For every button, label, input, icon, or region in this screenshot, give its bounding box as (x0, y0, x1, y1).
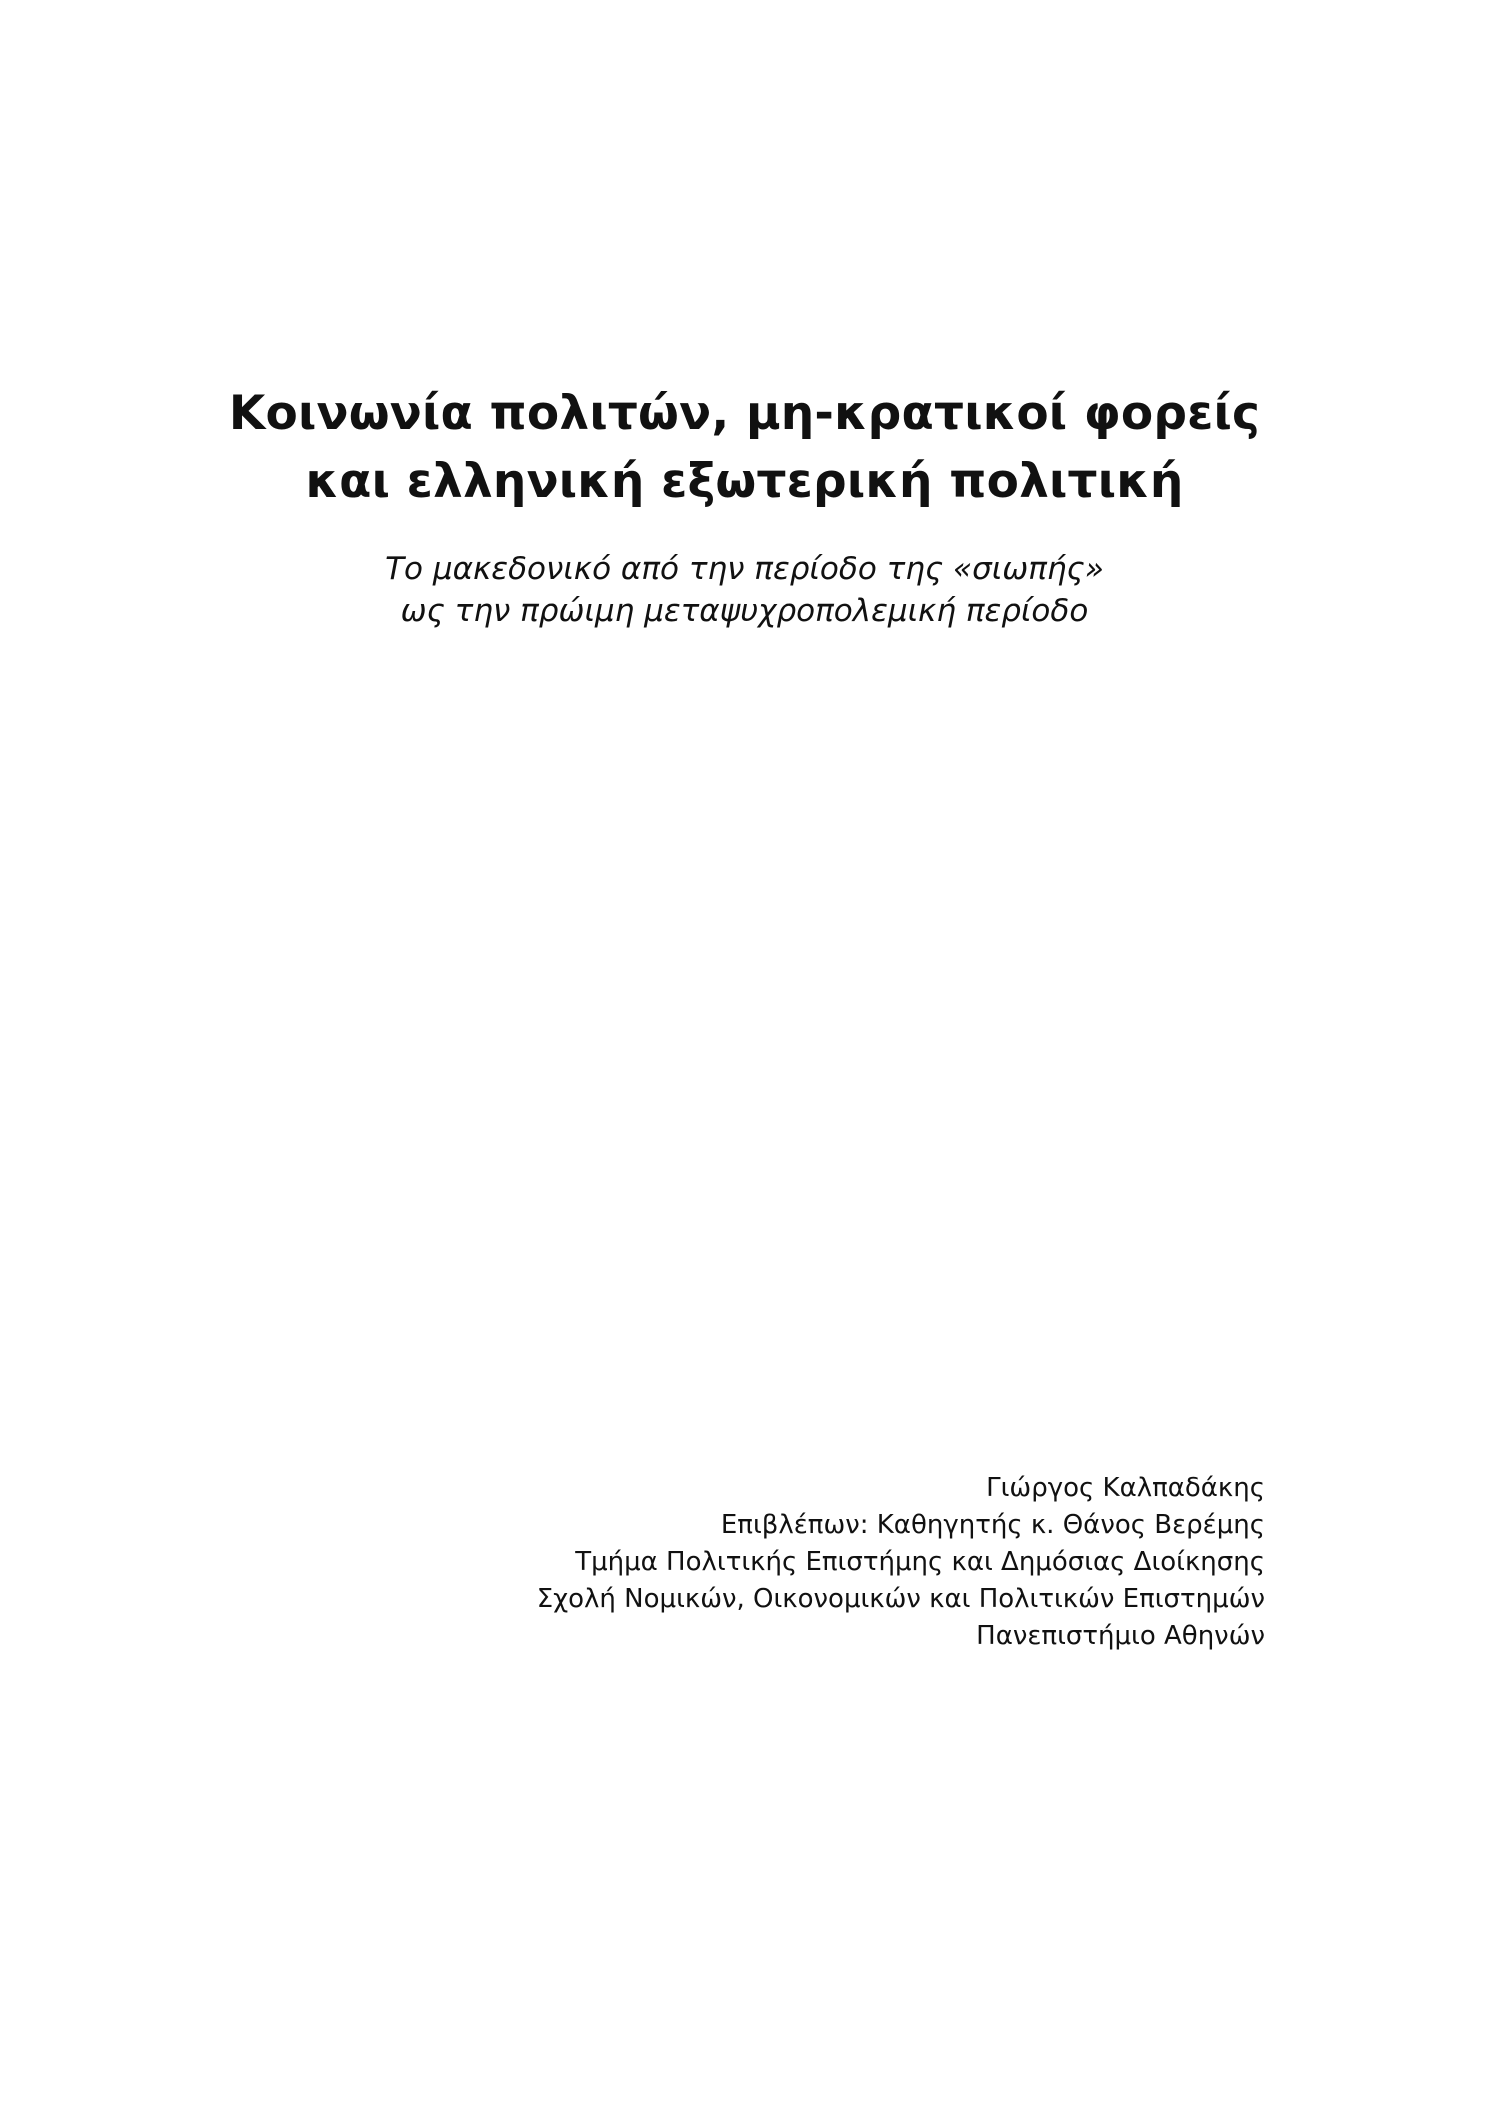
supervisor-line: Επιβλέπων: Καθηγητής κ. Θάνος Βερέμης (720, 1510, 1265, 1540)
subtitle-line-1: Το μακεδονικό από την περίοδο της «σιωπής» (385, 551, 1104, 587)
document-subtitle (0, 548, 1489, 632)
author-info (537, 1470, 1265, 1655)
subtitle-line-2: ως την πρώιμη μεταψυχροπολεμική περίοδο (400, 593, 1089, 629)
title-line-2: και ελληνική εξωτερική πολιτική (305, 454, 1184, 509)
school-line: Σχολή Νομικών, Οικονομικών και Πολιτικών Επιστημών (536, 1584, 1265, 1614)
document-title (0, 380, 1489, 516)
title-line-1: Κοινωνία πολιτών, μη-κρατικοί φορείς (228, 386, 1261, 441)
author-name: Γιώργος Καλπαδάκης (986, 1473, 1265, 1503)
department-line: Τμήμα Πολιτικής Επιστήμης και Δημόσιας Διοίκησης (575, 1547, 1265, 1577)
university-line: Πανεπιστήμιο Αθηνών (976, 1621, 1265, 1651)
